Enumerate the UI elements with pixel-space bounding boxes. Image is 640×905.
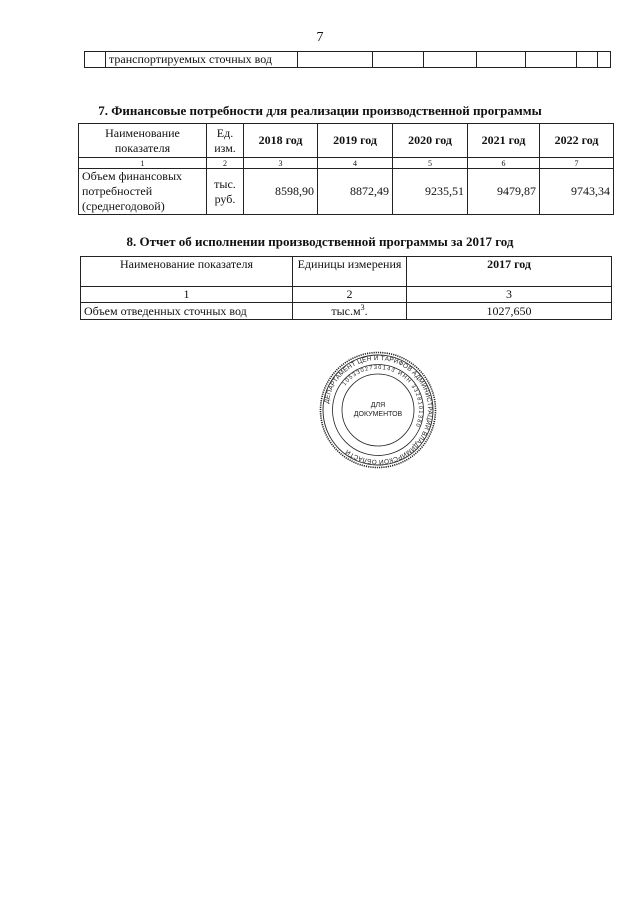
- value-2021: 9479,87: [468, 169, 540, 215]
- row-unit: тыс. руб.: [207, 169, 244, 215]
- table-cell: [85, 52, 106, 68]
- table-cell: [526, 52, 577, 68]
- value-2019: 8872,49: [318, 169, 393, 215]
- table-cell: [298, 52, 373, 68]
- header-year-2021: 2021 год: [468, 124, 540, 158]
- section-7-title: 7. Финансовые потребности для реализации производственной программы: [98, 103, 542, 118]
- table-cell: [598, 52, 611, 68]
- value-2018: 8598,90: [244, 169, 318, 215]
- table-cell: [373, 52, 424, 68]
- stamp-outer-text-path: ДЕПАРТАМЕНТ ЦЕН И ТАРИФОВ АДМИНИСТРАЦИИ ВЛАДИМИРСКОЙ ОБЛАСТИ: [323, 354, 434, 466]
- header-year-2022: 2022 год: [540, 124, 614, 158]
- column-number: 6: [468, 158, 540, 169]
- unit-superscript: 3: [360, 303, 365, 312]
- header-year-2018: 2018 год: [244, 124, 318, 158]
- column-number: 5: [393, 158, 468, 169]
- row-name: Объем финансовых потребностей (среднегодовой): [79, 169, 207, 215]
- row-unit: [293, 303, 407, 320]
- program-report-table: [80, 256, 612, 320]
- row-value: 1027,650: [407, 303, 612, 320]
- table-cell: [477, 52, 526, 68]
- header-year-2017: 2017 год: [407, 257, 612, 287]
- unit-base: тыс.м: [331, 304, 361, 318]
- table-cell: [577, 52, 598, 68]
- header-name: Наименование показателя: [81, 257, 293, 287]
- column-number: 1: [79, 158, 207, 169]
- column-number: 3: [407, 287, 612, 303]
- table-row: [85, 52, 611, 68]
- column-number: 2: [293, 287, 407, 303]
- column-number: 4: [318, 158, 393, 169]
- table-header-row: [79, 124, 614, 158]
- row-name: Объем отведенных сточных вод: [81, 303, 293, 320]
- unit-tail: .: [364, 304, 368, 318]
- stamp-ring-line: [333, 365, 424, 456]
- stamp-ring-line: [342, 374, 414, 446]
- column-number: 3: [244, 158, 318, 169]
- table-cell-label: транспортируемых сточных вод: [106, 52, 298, 68]
- column-number-row: [79, 158, 614, 169]
- previous-table-tail: [84, 51, 611, 68]
- value-2022: 9743,34: [540, 169, 614, 215]
- header-name: Наименование показателя: [79, 124, 207, 158]
- page-number: 7: [316, 30, 324, 45]
- header-year-2019: 2019 год: [318, 124, 393, 158]
- stamp-inner-text-path: 1053302730143 ИНН 3328101380: [341, 364, 424, 429]
- column-number: 2: [207, 158, 244, 169]
- header-unit: Единицы измерения: [293, 257, 407, 287]
- table-row: [79, 169, 614, 215]
- financial-needs-table: [78, 123, 614, 215]
- column-number: 7: [540, 158, 614, 169]
- column-number-row: [81, 287, 612, 303]
- header-year-2020: 2020 год: [393, 124, 468, 158]
- section-8-title: 8. Отчет об исполнении производственной программы за 2017 год: [126, 234, 514, 249]
- header-unit: Ед. изм.: [207, 124, 244, 158]
- column-number: 1: [81, 287, 293, 303]
- table-cell: [424, 52, 477, 68]
- stamp-center-line-2: ДОКУМЕНТОВ: [353, 411, 403, 418]
- table-header-row: [81, 257, 612, 287]
- stamp-center-line-1: ДЛЯ: [370, 402, 386, 409]
- value-2020: 9235,51: [393, 169, 468, 215]
- table-row: [81, 303, 612, 320]
- official-stamp: [318, 350, 438, 470]
